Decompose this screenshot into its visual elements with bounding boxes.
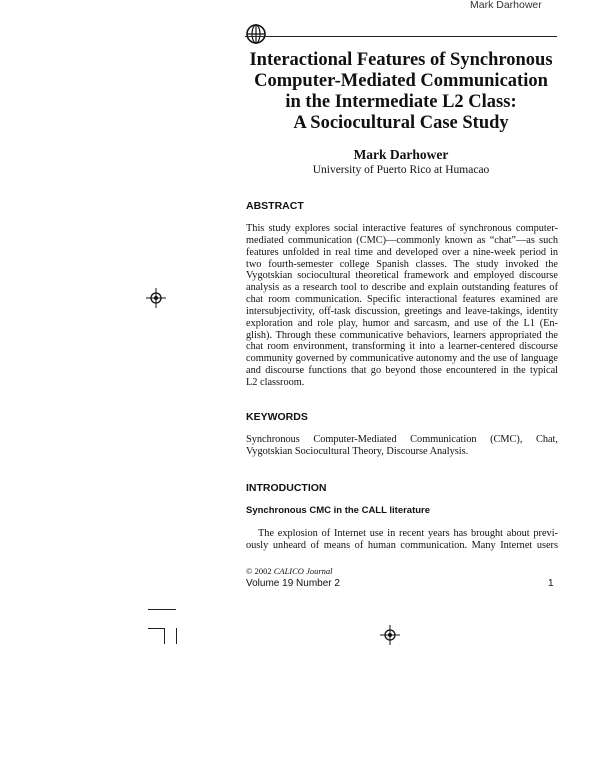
introduction-subheading: Synchronous CMC in the CALL literature xyxy=(246,505,431,516)
keywords-line: Vygotskian Sociocultural Theory, Discourse Analysis. xyxy=(246,445,469,457)
running-head: Mark Darhower xyxy=(470,0,542,11)
author-affiliation: University of Puerto Rico at Humacao xyxy=(312,164,490,176)
abstract-body xyxy=(246,223,558,389)
abstract-line: exploration and role play, humor and sarcasm, and use of the L1 (En- xyxy=(246,317,558,329)
keywords-heading: KEYWORDS xyxy=(246,411,308,423)
keywords-line: Synchronous Computer-Mediated Communication (CMC), Chat, xyxy=(246,434,558,445)
copyright-prefix: © 2002 xyxy=(246,566,272,576)
page-number: 1 xyxy=(548,578,554,589)
abstract-line: chat room communication. Specific interactional features examined are xyxy=(246,294,558,306)
abstract-line: features unfolded in real time and developed over a nine-week period in xyxy=(246,246,558,258)
copyright-notice xyxy=(246,566,333,576)
registration-mark-icon xyxy=(146,288,166,308)
title-line: A Sociocultural Case Study xyxy=(293,113,509,133)
introduction-body xyxy=(246,528,558,552)
crop-mark xyxy=(148,609,176,610)
abstract-line: mediated communication (CMC)—commonly known as “chat”—as such xyxy=(246,234,558,246)
abstract-line: This study explores social interactive features of synchronous computer- xyxy=(246,223,558,234)
abstract-line: chat room environment, transforming it into a learner-centered discourse xyxy=(246,341,558,353)
article-title xyxy=(245,50,557,134)
title-line: Computer-Mediated Communication xyxy=(254,71,548,91)
crop-mark xyxy=(164,628,165,644)
abstract-line: two fourth-semester college Spanish classes. The study invoked the xyxy=(246,258,558,270)
introduction-heading: INTRODUCTION xyxy=(246,482,327,494)
crop-mark xyxy=(176,628,177,644)
keywords-body xyxy=(246,434,558,458)
registration-mark-icon xyxy=(380,625,400,645)
title-line: in the Intermediate L2 Class: xyxy=(285,92,517,112)
journal-name: CALICO Journal xyxy=(273,566,333,576)
introduction-line: The explosion of Internet use in recent years has brought about previ- xyxy=(258,528,558,539)
abstract-line: Vygotskian sociocultural theoretical framework and employed discourse xyxy=(246,270,558,282)
header-rule xyxy=(245,36,557,37)
abstract-heading: ABSTRACT xyxy=(246,200,304,212)
abstract-line: glish). Through these communicative behaviors, learners appropriated the xyxy=(246,329,558,341)
volume-info: Volume 19 Number 2 xyxy=(246,578,340,589)
globe-registration-icon xyxy=(244,22,268,46)
title-line: Interactional Features of Synchronous xyxy=(249,50,553,70)
author-name: Mark Darhower xyxy=(353,147,449,162)
abstract-line: analysis as a research tool to describe and explain outstanding features of xyxy=(246,282,558,294)
crop-mark xyxy=(148,628,164,629)
abstract-line: community governed by communicative autonomy and the use of language xyxy=(246,353,558,365)
abstract-line: and discourse functions that go beyond those encountered in the typical xyxy=(246,365,558,377)
abstract-line: intersubjectivity, off-task discussion, greetings and leave-takings, identity xyxy=(246,305,558,317)
introduction-line: ously unheard of means of human communication. Many Internet users xyxy=(246,539,558,551)
abstract-line: L2 classroom. xyxy=(246,376,305,388)
